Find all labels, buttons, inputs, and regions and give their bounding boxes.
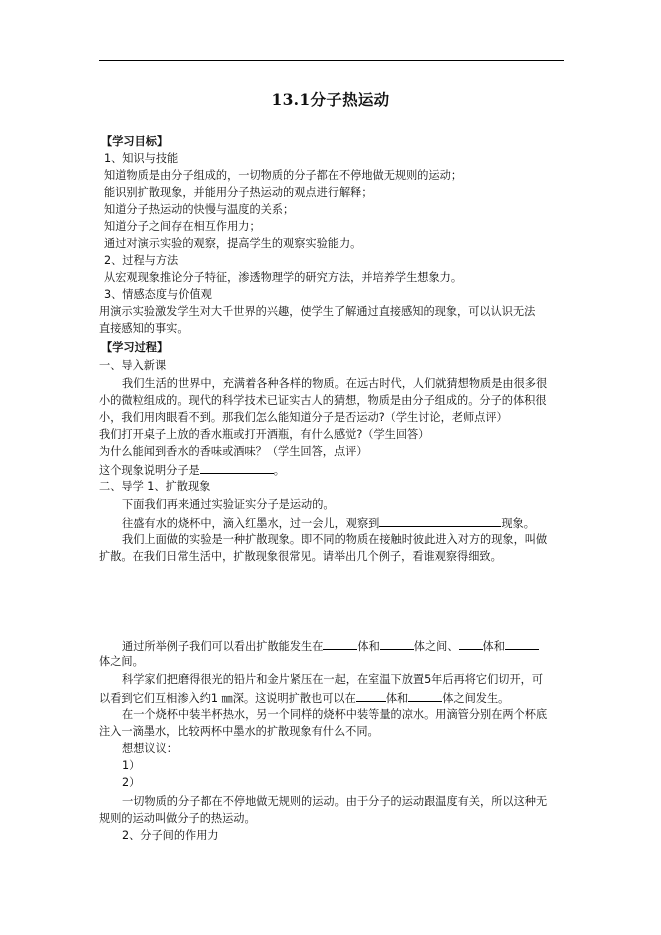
- body-text: 通过所举例子我们可以看出扩散能发生在: [122, 640, 324, 653]
- fill-in-line: [99, 690, 509, 706]
- goal-line: 直接感知的事实。: [99, 322, 189, 335]
- body-line: 注入一滴墨水，比较两杯中墨水的扩散现象有什么不同。: [99, 725, 379, 738]
- fill-blank[interactable]: [200, 462, 274, 474]
- goal-line: 能识别扩散现象，并能用分子热运动的观点进行解释；: [104, 186, 373, 199]
- body-line: 扩散。在我们日常生活中，扩散现象很常见。请举出几个例子，看谁观察得细致。: [99, 550, 502, 563]
- fill-in-line: [122, 638, 539, 654]
- body-text: 以看到它们互相渗入约1 ㎜深。这说明扩散也可以在: [99, 692, 356, 705]
- fill-blank[interactable]: [379, 515, 501, 527]
- goal-line: 知道物质是由分子组成的，一切物质的分子都在不停地做无规则的运动；: [104, 169, 463, 182]
- body-line: 小，我们用肉眼看不到。那我们怎么能知道分子是否运动?（学生讨论，老师点评）: [99, 411, 508, 424]
- body-line: 下面我们再来通过实验证实分子是运动的。: [122, 498, 335, 511]
- fill-in-line: [122, 515, 535, 531]
- guide-title: 二、导学 1、扩散现象: [99, 480, 211, 493]
- body-line: 在一个烧杯中装半杯热水，另一个同样的烧杯中装等量的凉水。用滴管分别在两个杯底: [122, 708, 548, 721]
- fill-blank[interactable]: [380, 638, 414, 650]
- body-text: 。: [273, 464, 285, 477]
- body-text: 体之间发生。: [442, 692, 510, 705]
- body-text: 体和: [385, 692, 409, 705]
- body-line: 我们上面做的实验是一种扩散现象。即不同的物质在接触时彼此进入对方的现象，叫做: [122, 533, 548, 546]
- fill-blank[interactable]: [356, 690, 386, 702]
- body-line: 我们打开桌子上放的香水瓶或打开酒瓶，有什么感觉?（学生回答）: [99, 428, 430, 441]
- body-text: 体之间、: [413, 640, 459, 653]
- question-item: 2）: [122, 776, 141, 789]
- body-line: 一切物质的分子都在不停地做无规则的运动。由于分子的运动跟温度有关，所以这种无: [122, 795, 548, 808]
- attitude-title: 3、情感态度与价值观: [104, 288, 212, 301]
- fill-in-line: [99, 462, 285, 478]
- body-line: 小的微粒组成的。现代的科学技术已证实古人的猜想，物质是由分子组成的。分子的体积很: [99, 394, 547, 407]
- knowledge-title: 1、知识与技能: [104, 152, 179, 165]
- body-line: 为什么能闻到香水的香味或酒味？（学生回答，点评）: [99, 445, 368, 458]
- question-item: 1）: [122, 759, 141, 772]
- force-title: 2、分子间的作用力: [122, 829, 219, 842]
- body-text: 往盛有水的烧杯中，滴入红墨水，过一会儿，观察到: [122, 517, 380, 530]
- goal-line: 知道分子之间存在相互作用力；: [104, 220, 261, 233]
- intro-title: 一、导入新课: [99, 359, 167, 372]
- fill-blank[interactable]: [408, 690, 442, 702]
- fill-blank[interactable]: [505, 638, 539, 650]
- body-line: 体之间。: [99, 655, 144, 668]
- body-text: 体和: [357, 640, 380, 653]
- process-header: 【学习过程】: [101, 341, 169, 354]
- body-line: 科学家们把磨得很光的铅片和金片紧压在一起，在室温下放置5年后再将它们切开，可: [122, 673, 544, 686]
- body-line: 规则的运动叫做分子的热运动。: [99, 812, 256, 825]
- goal-line: 通过对演示实验的观察，提高学生的观察实验能力。: [104, 237, 362, 250]
- goal-line: 从宏观现象推论分子特征，渗透物理学的研究方法，并培养学生想象力。: [104, 271, 463, 284]
- body-text: 这个现象说明分子是: [99, 464, 200, 477]
- page-title: 13.1分子热运动: [271, 90, 390, 109]
- fill-blank[interactable]: [459, 638, 483, 650]
- body-text: 体和: [482, 640, 505, 653]
- process-title: 2、过程与方法: [104, 254, 179, 267]
- fill-blank[interactable]: [323, 638, 357, 650]
- goals-header: 【学习目标】: [101, 135, 169, 148]
- goal-line: 知道分子热运动的快慢与温度的关系；: [104, 203, 295, 216]
- body-text: 现象。: [501, 517, 535, 530]
- header-rule: [99, 60, 564, 61]
- think-title: 想想议议：: [122, 742, 178, 755]
- body-line: 我们生活的世界中，充满着各种各样的物质。在远古时代，人们就猜想物质是由很多很: [122, 377, 548, 390]
- goal-line: 用演示实验激发学生对大千世界的兴趣，使学生了解通过直接感知的现象，可以认识无法: [99, 305, 536, 318]
